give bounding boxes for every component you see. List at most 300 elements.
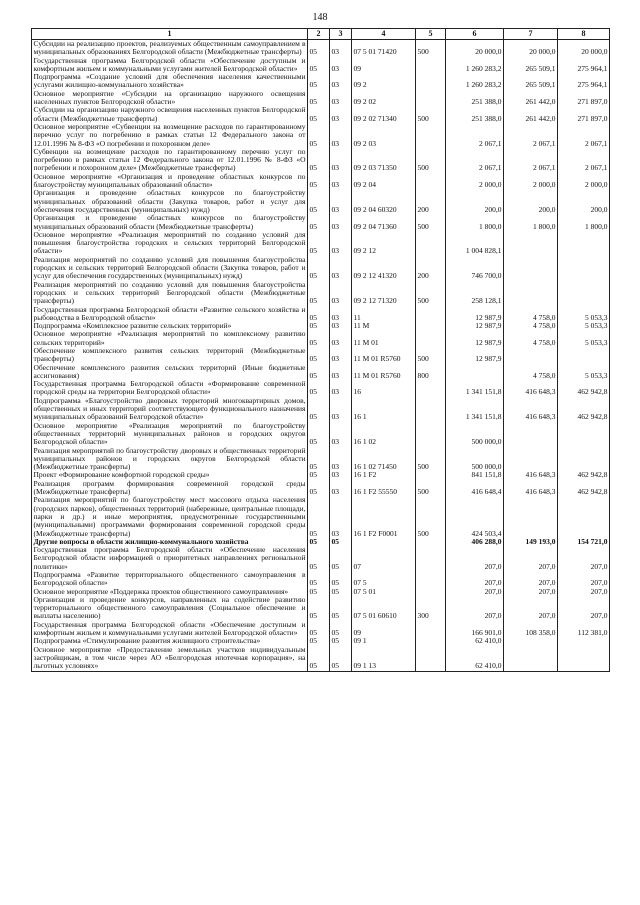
row-target-article: 11 М 01 R5760 (352, 347, 416, 364)
row-amount-year-3: 207,0 (558, 546, 610, 571)
row-amount-year-3: 200,0 (558, 189, 610, 214)
row-amount-year-2: 2 067,1 (504, 123, 558, 148)
row-amount-year-2 (504, 281, 558, 306)
row-amount-year-1: 207,0 (446, 571, 504, 588)
row-section: 05 (308, 281, 330, 306)
row-amount-year-3: 5 053,3 (558, 306, 610, 323)
row-name: Подпрограмма «Комплексное развитие сельских территорий» (32, 322, 308, 330)
row-target-article: 09 (352, 621, 416, 638)
row-amount-year-3 (558, 496, 610, 537)
row-name: Реализация мероприятий по благоустройству мест массового отдыха населения (городских парков), общественных территорий (набережные, центральные площади, парки и др.) и иные мероприятия, предусмотренные государственными (муниципальными) программами формирования современной городской среды (Межбюджетные трансферты) (33, 495, 306, 538)
col-header-section: 2 (308, 29, 330, 40)
row-expense-type (416, 322, 446, 330)
row-section: 05 (308, 73, 330, 90)
row-expense-type: 500 (416, 40, 446, 57)
row-target-article: 09 2 12 (352, 231, 416, 256)
row-amount-year-3: 462 942,8 (558, 480, 610, 497)
row-amount-year-2: 4 758,0 (504, 330, 558, 347)
row-amount-year-2: 416 648,3 (504, 471, 558, 479)
row-amount-year-3: 1 800,0 (558, 214, 610, 231)
row-expense-type (416, 173, 446, 190)
table-row (32, 621, 610, 638)
row-amount-year-3: 271 897,0 (558, 90, 610, 107)
table-row (32, 189, 610, 214)
table-row (32, 496, 610, 537)
row-amount-year-1: 62 410,0 (446, 637, 504, 645)
row-amount-year-1: 62 410,0 (446, 646, 504, 671)
row-target-article: 16 (352, 380, 416, 397)
row-name: Подпрограмма «Создание условий для обеспечения населения качественными услугами жилищно-коммунального хозяйства» (33, 72, 306, 90)
row-name: Основное мероприятие «Субсидии на организацию наружного освещения населенных пунктов Белгородской области» (33, 88, 306, 107)
row-subsection: 03 (330, 256, 352, 281)
table-row (32, 123, 610, 148)
table-row (32, 256, 610, 281)
table-body (32, 40, 610, 672)
budget-table (31, 28, 610, 672)
row-amount-year-3: 271 897,0 (558, 106, 610, 123)
row-amount-year-1: 207,0 (446, 596, 504, 621)
table-row (32, 364, 610, 381)
row-amount-year-3: 2 067,1 (558, 148, 610, 173)
row-target-article: 11 М (352, 322, 416, 330)
table-row (32, 306, 610, 323)
row-target-article: 07 5 (352, 571, 416, 588)
row-subsection: 03 (330, 364, 352, 381)
table-row (32, 397, 610, 422)
row-amount-year-2: 20 000,0 (504, 40, 558, 57)
row-subsection: 03 (330, 57, 352, 74)
row-expense-type (416, 546, 446, 571)
row-amount-year-1: 2 000,0 (446, 173, 504, 190)
row-amount-year-3: 5 053,3 (558, 322, 610, 330)
row-amount-year-1: 1 004 828,1 (446, 231, 504, 256)
row-name: Государственная программа Белгородской области «Формирование современной городской среды на территории Белгородской области» (33, 379, 306, 397)
row-subsection: 05 (330, 571, 352, 588)
row-name: Государственная программа Белгородской области «Обеспечение доступным и комфортным жильем и коммунальными услугами жителей Белгородской области» (33, 619, 306, 638)
row-amount-year-3: 207,0 (558, 588, 610, 596)
row-amount-year-2: 261 442,0 (504, 90, 558, 107)
row-name: Другие вопросы в области жилищно-коммунального хозяйства (32, 538, 308, 546)
row-amount-year-1: 2 067,1 (446, 148, 504, 173)
row-name: Подпрограмма «Благоустройство дворовых территорий многоквартирных домов, общественных и иных территорий соответствующего функционального назначения муниципальных образований Белгородской области» (33, 395, 306, 422)
row-name: Реализация мероприятий по созданию условий для повышения благоустройства городских и сельских территорий Белгородской области (Межбюджетные трансферты) (33, 279, 306, 306)
row-subsection: 05 (330, 588, 352, 596)
row-name: Основное мероприятие «Реализация мероприятий по созданию условий для повышения благоустройства городских и сельских территорий Белгородской области» (33, 229, 306, 256)
row-amount-year-3 (558, 447, 610, 472)
table-row (32, 422, 610, 447)
row-amount-year-2: 2 000,0 (504, 173, 558, 190)
row-expense-type (416, 330, 446, 347)
row-amount-year-3: 5 053,3 (558, 330, 610, 347)
row-amount-year-1 (446, 364, 504, 381)
row-amount-year-2 (504, 637, 558, 645)
row-amount-year-3 (558, 646, 610, 671)
row-amount-year-1: 200,0 (446, 189, 504, 214)
row-subsection: 05 (330, 621, 352, 638)
row-expense-type: 500 (416, 214, 446, 231)
row-section: 05 (308, 546, 330, 571)
row-subsection: 03 (330, 231, 352, 256)
row-name: Субсидии на организацию наружного освещения населенных пунктов Белгородской области (Межбюджетные трансферты) (33, 105, 306, 123)
row-name: Организация и проведение областных конкурсов по благоустройству муниципальных образований области (Закупка товаров, работ и услуг для обеспечения государственных (муниципальных) нужд) (33, 188, 306, 214)
row-amount-year-3: 112 381,0 (558, 621, 610, 638)
row-amount-year-3 (558, 281, 610, 306)
row-amount-year-1: 12 987,9 (446, 347, 504, 364)
row-target-article: 16 1 02 71450 (352, 447, 416, 472)
table-row (32, 330, 610, 347)
row-subsection: 05 (330, 637, 352, 645)
row-expense-type (416, 123, 446, 148)
row-section: 05 (308, 380, 330, 397)
row-expense-type (416, 422, 446, 447)
row-amount-year-1: 12 987,9 (446, 322, 504, 330)
row-expense-type: 200 (416, 256, 446, 281)
row-section: 05 (308, 330, 330, 347)
col-header-name: 1 (32, 29, 308, 40)
row-subsection: 03 (330, 471, 352, 479)
row-section: 05 (308, 471, 330, 479)
col-header-target-article: 4 (352, 29, 416, 40)
row-expense-type: 500 (416, 496, 446, 537)
row-target-article: 09 2 12 71320 (352, 281, 416, 306)
row-amount-year-1: 746 700,0 (446, 256, 504, 281)
table-row (32, 73, 610, 90)
col-header-subsection: 3 (330, 29, 352, 40)
row-amount-year-1: 12 987,9 (446, 330, 504, 347)
row-subsection: 03 (330, 447, 352, 472)
table-row (32, 596, 610, 621)
row-section: 05 (308, 306, 330, 323)
row-amount-year-1: 207,0 (446, 546, 504, 571)
row-amount-year-1: 1 800,0 (446, 214, 504, 231)
row-subsection: 03 (330, 173, 352, 190)
row-subsection: 03 (330, 480, 352, 497)
row-amount-year-3: 462 942,8 (558, 471, 610, 479)
row-subsection: 03 (330, 214, 352, 231)
row-subsection: 03 (330, 123, 352, 148)
row-section: 05 (308, 40, 330, 57)
row-amount-year-1: 207,0 (446, 588, 504, 596)
table-row (32, 546, 610, 571)
row-amount-year-1: 12 987,9 (446, 306, 504, 323)
table-row (32, 380, 610, 397)
row-subsection: 03 (330, 496, 352, 537)
row-amount-year-1: 1 260 283,2 (446, 73, 504, 90)
table-row (32, 571, 610, 588)
row-section: 05 (308, 596, 330, 621)
row-amount-year-1: 416 648,4 (446, 480, 504, 497)
row-section: 05 (308, 496, 330, 537)
row-name: Подпрограмма «Развитие территориального общественного самоуправления в Белгородской области» (33, 570, 306, 588)
table-row (32, 281, 610, 306)
row-expense-type: 500 (416, 148, 446, 173)
row-amount-year-2: 4 758,0 (504, 322, 558, 330)
table-row (32, 90, 610, 107)
row-expense-type (416, 646, 446, 671)
row-expense-type (416, 380, 446, 397)
row-subsection: 03 (330, 330, 352, 347)
row-expense-type (416, 588, 446, 596)
row-amount-year-3 (558, 637, 610, 645)
row-amount-year-1: 251 388,0 (446, 106, 504, 123)
row-subsection: 03 (330, 306, 352, 323)
row-amount-year-2 (504, 422, 558, 447)
row-name: Основное мероприятие «Реализация мероприятий по благоустройству общественных территорий муниципальных районов и городских округов Белгородской области» (33, 420, 306, 447)
row-amount-year-1: 500 000,0 (446, 422, 504, 447)
row-target-article: 16 1 (352, 397, 416, 422)
row-section: 05 (308, 189, 330, 214)
row-name: Реализация мероприятий по благоустройству дворовых и общественных территорий муниципальных районов и городских округов Белгородской области (Межбюджетные трансферты) (33, 445, 306, 472)
row-target-article: 07 5 01 60610 (352, 596, 416, 621)
row-amount-year-3: 5 053,3 (558, 364, 610, 381)
row-section: 05 (308, 637, 330, 645)
row-name: Основное мероприятие «Организация и проведение областных конкурсов по благоустройству муниципальных образований области» (33, 171, 306, 190)
row-name: Организация и проведение конкурсов, направленных на содействие развитию территориального общественного самоуправления (Социальное обеспечение и выплаты населению) (33, 594, 306, 621)
row-subsection: 03 (330, 148, 352, 173)
row-amount-year-1: 166 901,0 (446, 621, 504, 638)
row-amount-year-2: 200,0 (504, 189, 558, 214)
row-amount-year-2: 416 648,3 (504, 380, 558, 397)
row-expense-type (416, 471, 446, 479)
row-amount-year-2: 4 758,0 (504, 306, 558, 323)
row-expense-type (416, 57, 446, 74)
row-amount-year-1: 841 151,8 (446, 471, 504, 479)
row-name: Реализация мероприятий по созданию условий для повышения благоустройства городских и сельских территорий Белгородской области (Закупка товаров, работ и услуг для обеспечения государственных (муниципальных) нужд) (33, 254, 306, 281)
row-subsection: 03 (330, 347, 352, 364)
row-expense-type (416, 621, 446, 638)
row-amount-year-1: 1 341 151,8 (446, 397, 504, 422)
header-row (32, 29, 610, 40)
row-amount-year-1: 20 000,0 (446, 40, 504, 57)
row-section: 05 (308, 447, 330, 472)
row-expense-type: 500 (416, 447, 446, 472)
row-section: 05 (308, 480, 330, 497)
col-header-year-3: 8 (558, 29, 610, 40)
row-expense-type (416, 306, 446, 323)
row-amount-year-3 (558, 347, 610, 364)
row-amount-year-2 (504, 347, 558, 364)
row-subsection: 05 (330, 546, 352, 571)
row-subsection: 03 (330, 106, 352, 123)
row-amount-year-3: 462 942,8 (558, 397, 610, 422)
row-amount-year-2: 207,0 (504, 596, 558, 621)
row-expense-type (416, 231, 446, 256)
row-name: Основное мероприятие «Субвенции на возмещение расходов по гарантированному перечню услуг по погребению в рамках статьи 12 Федерального закона от 12.01.1996 № 8-ФЗ «О погребении и похоронном деле» (33, 121, 306, 148)
row-target-article (352, 538, 416, 546)
table-row (32, 646, 610, 671)
table-row (32, 347, 610, 364)
table-row (32, 40, 610, 57)
row-subsection: 05 (330, 538, 352, 546)
row-target-article: 16 1 02 (352, 422, 416, 447)
row-amount-year-3: 154 721,0 (558, 538, 610, 546)
row-target-article: 09 1 (352, 637, 416, 645)
row-expense-type (416, 397, 446, 422)
row-section: 05 (308, 364, 330, 381)
row-amount-year-1: 1 341 151,8 (446, 380, 504, 397)
col-header-year-2: 7 (504, 29, 558, 40)
row-name: Обеспечение комплексного развития сельских территорий (Иные бюджетные ассигнования) (33, 362, 306, 380)
row-amount-year-1: 251 388,0 (446, 90, 504, 107)
row-amount-year-3 (558, 422, 610, 447)
table-row (32, 480, 610, 497)
row-target-article: 07 5 01 71420 (352, 40, 416, 57)
table-row (32, 57, 610, 74)
row-name: Основное мероприятие «Реализация мероприятий по комплексному развитию сельских территорий» (33, 329, 306, 347)
row-amount-year-2 (504, 646, 558, 671)
row-amount-year-2 (504, 496, 558, 537)
row-section: 05 (308, 422, 330, 447)
row-amount-year-2: 207,0 (504, 546, 558, 571)
table-row (32, 106, 610, 123)
row-amount-year-3: 2 067,1 (558, 123, 610, 148)
row-section: 05 (308, 621, 330, 638)
row-section: 05 (308, 256, 330, 281)
row-amount-year-1: 2 067,1 (446, 123, 504, 148)
row-section: 05 (308, 347, 330, 364)
table-row (32, 447, 610, 472)
table-row (32, 214, 610, 231)
row-amount-year-1: 258 128,1 (446, 281, 504, 306)
row-section: 05 (308, 322, 330, 330)
row-amount-year-3: 275 964,1 (558, 73, 610, 90)
row-amount-year-3: 207,0 (558, 571, 610, 588)
row-target-article: 16 1 F2 55550 (352, 480, 416, 497)
row-target-article: 09 2 02 (352, 90, 416, 107)
row-amount-year-1: 406 288,0 (446, 538, 504, 546)
row-amount-year-2: 1 800,0 (504, 214, 558, 231)
table-row (32, 173, 610, 190)
row-name: Субвенции на возмещение расходов по гарантированному перечню услуг по погребению в рамках статьи 12 Федерального закона от 12.01.1996 № 8-ФЗ «О погребении и похоронном деле» (Межбюджетные трансферты) (33, 146, 306, 173)
row-amount-year-3: 20 000,0 (558, 40, 610, 57)
row-target-article: 09 1 13 (352, 646, 416, 671)
row-amount-year-2: 207,0 (504, 571, 558, 588)
row-name: Субсидии на реализацию проектов, реализуемых общественным самоуправлением в муниципальных образованиях Белгородской области (Межбюджетные трансферты) (33, 39, 306, 57)
row-name: Государственная программа Белгородской области «Обеспечение доступным и комфортным жильем и коммунальными услугами жителей Белгородской области» (33, 55, 306, 73)
row-section: 05 (308, 538, 330, 546)
row-name: Обеспечение комплексного развития сельских территорий (Межбюджетные трансферты) (33, 345, 306, 364)
row-amount-year-3: 207,0 (558, 596, 610, 621)
row-expense-type: 800 (416, 364, 446, 381)
row-target-article: 09 2 04 71360 (352, 214, 416, 231)
row-target-article: 09 2 04 60320 (352, 189, 416, 214)
row-section: 05 (308, 106, 330, 123)
page-number: 148 (312, 12, 328, 23)
row-section: 05 (308, 173, 330, 190)
row-section: 05 (308, 646, 330, 671)
row-amount-year-2: 4 758,0 (504, 364, 558, 381)
row-subsection: 03 (330, 281, 352, 306)
row-target-article: 09 2 02 71340 (352, 106, 416, 123)
row-section: 05 (308, 123, 330, 148)
row-target-article: 09 2 12 41320 (352, 256, 416, 281)
row-name: Государственная программа Белгородской области «Обеспечение населения Белгородской области информацией о приоритетных направлениях региональной политики» (33, 545, 306, 571)
row-subsection: 03 (330, 73, 352, 90)
table-row (32, 231, 610, 256)
row-amount-year-2: 265 509,1 (504, 73, 558, 90)
row-section: 05 (308, 148, 330, 173)
col-header-expense-type: 5 (416, 29, 446, 40)
row-amount-year-1: 1 260 283,2 (446, 57, 504, 74)
row-target-article: 11 (352, 306, 416, 323)
row-name: Подпрограмма «Стимулирование развития жилищного строительства» (32, 637, 308, 645)
row-expense-type: 500 (416, 106, 446, 123)
row-target-article: 09 (352, 57, 416, 74)
row-name: Основное мероприятие «Предоставление земельных участков индивидуальным застройщикам, в том числе через АО «Белгородская ипотечная корпорация», на льготных условиях» (33, 644, 306, 671)
row-expense-type (416, 571, 446, 588)
row-amount-year-2: 2 067,1 (504, 148, 558, 173)
row-amount-year-2: 108 358,0 (504, 621, 558, 638)
row-name: Реализация программ формирования современной городской среды (Межбюджетные трансферты) (33, 478, 306, 497)
row-amount-year-2: 207,0 (504, 588, 558, 596)
row-amount-year-2: 261 442,0 (504, 106, 558, 123)
row-amount-year-2: 416 648,3 (504, 397, 558, 422)
col-header-year-1: 6 (446, 29, 504, 40)
row-expense-type (416, 73, 446, 90)
row-subsection: 03 (330, 380, 352, 397)
row-amount-year-3 (558, 256, 610, 281)
row-section: 05 (308, 90, 330, 107)
row-subsection: 05 (330, 646, 352, 671)
row-expense-type: 200 (416, 189, 446, 214)
row-subsection: 03 (330, 322, 352, 330)
row-amount-year-3: 2 000,0 (558, 173, 610, 190)
row-name: Проект «Формирование комфортной городской среды» (32, 471, 308, 479)
row-target-article: 09 2 04 (352, 173, 416, 190)
row-name: Государственная программа Белгородской области «Развитие сельского хозяйства и рыбоводства в Белгородской области» (33, 304, 306, 322)
row-expense-type: 500 (416, 347, 446, 364)
row-expense-type: 500 (416, 480, 446, 497)
row-section: 05 (308, 57, 330, 74)
row-expense-type (416, 538, 446, 546)
row-section: 05 (308, 214, 330, 231)
row-target-article: 09 2 03 71350 (352, 148, 416, 173)
row-section: 05 (308, 571, 330, 588)
row-target-article: 16 1 F2 (352, 471, 416, 479)
row-subsection: 03 (330, 40, 352, 57)
row-amount-year-3: 462 942,8 (558, 380, 610, 397)
row-amount-year-3: 275 964,1 (558, 57, 610, 74)
row-subsection: 05 (330, 596, 352, 621)
row-amount-year-2 (504, 447, 558, 472)
row-name: Основное мероприятие «Поддержка проектов общественного самоуправления» (32, 588, 308, 596)
row-amount-year-2: 265 509,1 (504, 57, 558, 74)
row-section: 05 (308, 588, 330, 596)
row-amount-year-2 (504, 231, 558, 256)
row-target-article: 16 1 F2 F0001 (352, 496, 416, 537)
row-subsection: 03 (330, 90, 352, 107)
row-target-article: 11 М 01 (352, 330, 416, 347)
row-expense-type (416, 90, 446, 107)
row-expense-type (416, 637, 446, 645)
row-amount-year-2: 149 193,0 (504, 538, 558, 546)
row-expense-type: 500 (416, 281, 446, 306)
row-target-article: 09 2 03 (352, 123, 416, 148)
row-name: Организация и проведение областных конкурсов по благоустройству муниципальных образований области (Межбюджетные трансферты) (33, 213, 306, 231)
row-amount-year-3 (558, 231, 610, 256)
row-section: 05 (308, 231, 330, 256)
row-target-article: 09 2 (352, 73, 416, 90)
row-target-article: 11 М 01 R5760 (352, 364, 416, 381)
table-row (32, 148, 610, 173)
row-target-article: 07 5 01 (352, 588, 416, 596)
row-amount-year-2 (504, 256, 558, 281)
row-amount-year-1: 500 000,0 (446, 447, 504, 472)
row-amount-year-1: 424 503,4 (446, 496, 504, 537)
row-section: 05 (308, 397, 330, 422)
row-target-article: 07 (352, 546, 416, 571)
row-subsection: 03 (330, 189, 352, 214)
